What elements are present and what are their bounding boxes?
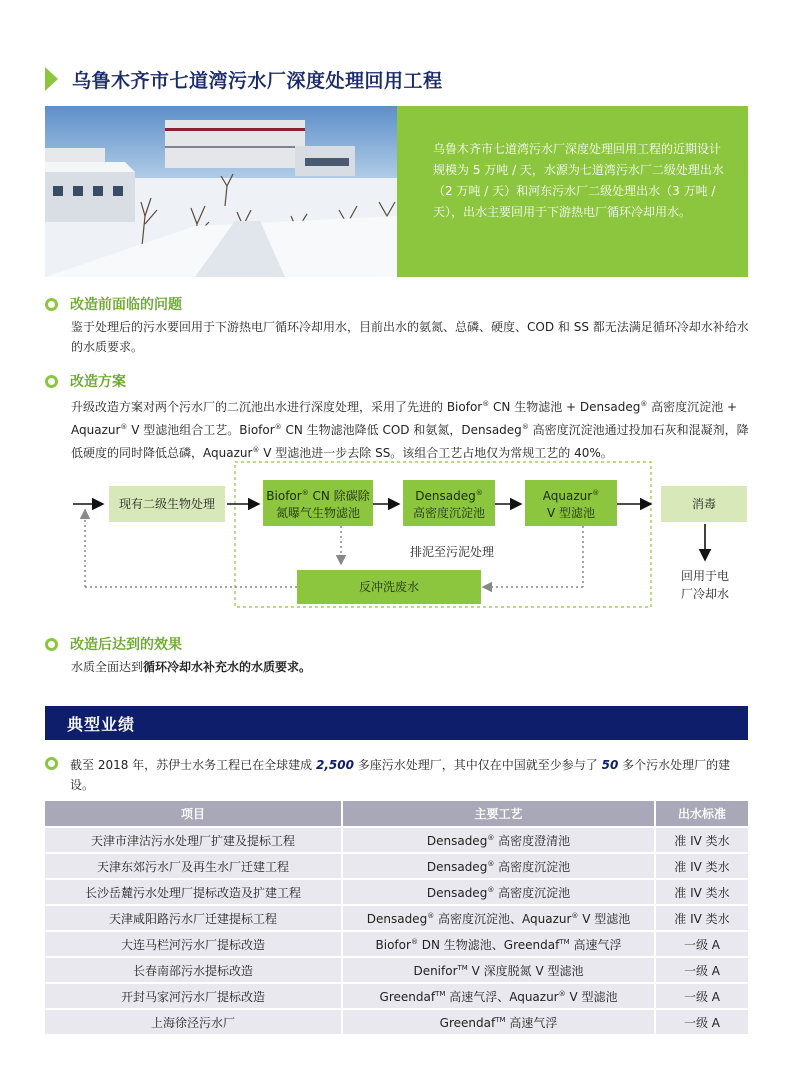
page-title (45, 66, 443, 92)
table-row (45, 828, 748, 852)
cell-project: 上海徐泾污水厂 (45, 1010, 341, 1034)
cell-process: Greendaf™ 高速气浮 (341, 1010, 654, 1034)
cell-project: 天津东郊污水厂及再生水厂迁建工程 (45, 854, 341, 878)
table-row (45, 880, 748, 904)
table-row (45, 906, 748, 930)
header-process: 主要工艺 (341, 801, 654, 826)
problem-section (45, 294, 750, 357)
table-row (45, 984, 748, 1008)
title-arrow-icon (45, 67, 58, 91)
bullet-ring-icon (45, 757, 58, 770)
bullet-ring-icon (45, 375, 58, 388)
cell-standard: 准 IV 类水 (654, 906, 748, 930)
references-table (45, 799, 748, 1036)
cell-standard: 准 IV 类水 (654, 880, 748, 904)
result-title: 改造后达到的效果 (70, 637, 182, 653)
densadeg-box: Densadeg® 高密度沉淀池 (403, 480, 495, 526)
plan-title: 改造方案 (70, 374, 126, 390)
sludge-label: 排泥至污泥处理 (409, 545, 494, 559)
existing-secondary-treatment-box: 现有二级生物处理 (109, 486, 225, 522)
cell-process: Biofor® DN 生物滤池、Greendaf™ 高速气浮 (341, 932, 654, 956)
cell-process: Greendaf™ 高速气浮、Aquazur® V 型滤池 (341, 984, 654, 1008)
table-row (45, 1010, 748, 1034)
cell-standard: 准 IV 类水 (654, 854, 748, 878)
bullet-ring-icon (45, 298, 58, 311)
page-title-text: 乌鲁木齐市七道湾污水厂深度处理回用工程 (72, 69, 443, 92)
result-section (45, 634, 750, 677)
cell-project: 长沙岳麓污水处理厂提标改造及扩建工程 (45, 880, 341, 904)
hero-banner (45, 106, 748, 277)
table-row (45, 932, 748, 956)
cell-project: 开封马家河污水厂提标改造 (45, 984, 341, 1008)
cell-standard: 准 IV 类水 (654, 828, 748, 852)
table-header-row (45, 801, 748, 826)
cell-standard: 一级 A (654, 958, 748, 982)
header-project: 项目 (45, 801, 341, 826)
cell-standard: 一级 A (654, 1010, 748, 1034)
cell-project: 大连马栏河污水厂提标改造 (45, 932, 341, 956)
section-band: 典型业绩 (45, 706, 748, 740)
cell-standard: 一级 A (654, 932, 748, 956)
plant-photo (45, 106, 397, 277)
problem-text: 鉴于处理后的污水要回用于下游热电厂循环冷却用水，目前出水的氨氮、总磷、硬度、COD 和 SS 都无法满足循环冷却水补给水的水质要求。 (71, 320, 749, 354)
problem-title: 改造前面临的问题 (70, 297, 182, 313)
cell-process: Densadeg® 高密度沉淀池 (341, 854, 654, 878)
cell-process: Densadeg® 高密度澄清池 (341, 828, 654, 852)
disinfection-box: 消毒 (661, 486, 747, 522)
table-row (45, 854, 748, 878)
backwash-box: 反冲洗废水 (297, 570, 481, 604)
project-summary: 乌鲁木齐市七道湾污水厂深度处理回用工程的近期设计规模为 5 万吨 / 天，水源为七道湾污水厂二级处理出水（2 万吨 / 天）和河东污水厂二级处理出水（3 万吨 / 天），出水主要回用于下游热电厂循环冷却用水。 (397, 106, 748, 277)
cell-process: Denifor™ V 深度脱氮 V 型滤池 (341, 958, 654, 982)
plan-text: 升级改造方案对两个污水厂的二沉池出水进行深度处理，采用了先进的 Biofor® CN 生物滤池 + Densadeg® 高密度沉淀池 + Aquazur® V 型滤池组合工艺。Biofor® CN 生物滤池降低 COD 和氨氮，Densadeg® 高密度沉淀池通过投加石灰和混凝剂，降低硬度的同时降低总磷，Aquazur® V 型滤池进一步去除 SS。该组合工艺占地仅为常规工艺的 40%。 (71, 400, 749, 460)
table-row (45, 958, 748, 982)
plan-section (45, 371, 750, 463)
cell-project: 天津咸阳路污水厂迁建提标工程 (45, 906, 341, 930)
bullet-ring-icon (45, 638, 58, 651)
cell-standard: 一级 A (654, 984, 748, 1008)
reuse-label: 回用于电 厂冷却水 (680, 569, 729, 601)
references-intro-text: 截至 2018 年，苏伊士水务工程已在全球建成 2,500 多座污水处理厂，其中仅在中国就至少参与了 50 多个污水处理厂的建设。 (70, 758, 731, 792)
cell-project: 天津市津沽污水处理厂扩建及提标工程 (45, 828, 341, 852)
header-standard: 出水标准 (654, 801, 748, 826)
cell-process: Densadeg® 高密度沉淀池 (341, 880, 654, 904)
cell-process: Densadeg® 高密度沉淀池、Aquazur® V 型滤池 (341, 906, 654, 930)
result-text: 水质全面达到循环冷却水补充水的水质要求。 (71, 660, 312, 674)
process-flow-diagram (45, 460, 750, 610)
aquazur-box: Aquazur® V 型滤池 (525, 480, 617, 526)
biofor-cn-box: Biofor® CN 除碳除 氮曝气生物滤池 (263, 480, 373, 526)
cell-project: 长春南部污水提标改造 (45, 958, 341, 982)
references-intro (45, 755, 750, 795)
